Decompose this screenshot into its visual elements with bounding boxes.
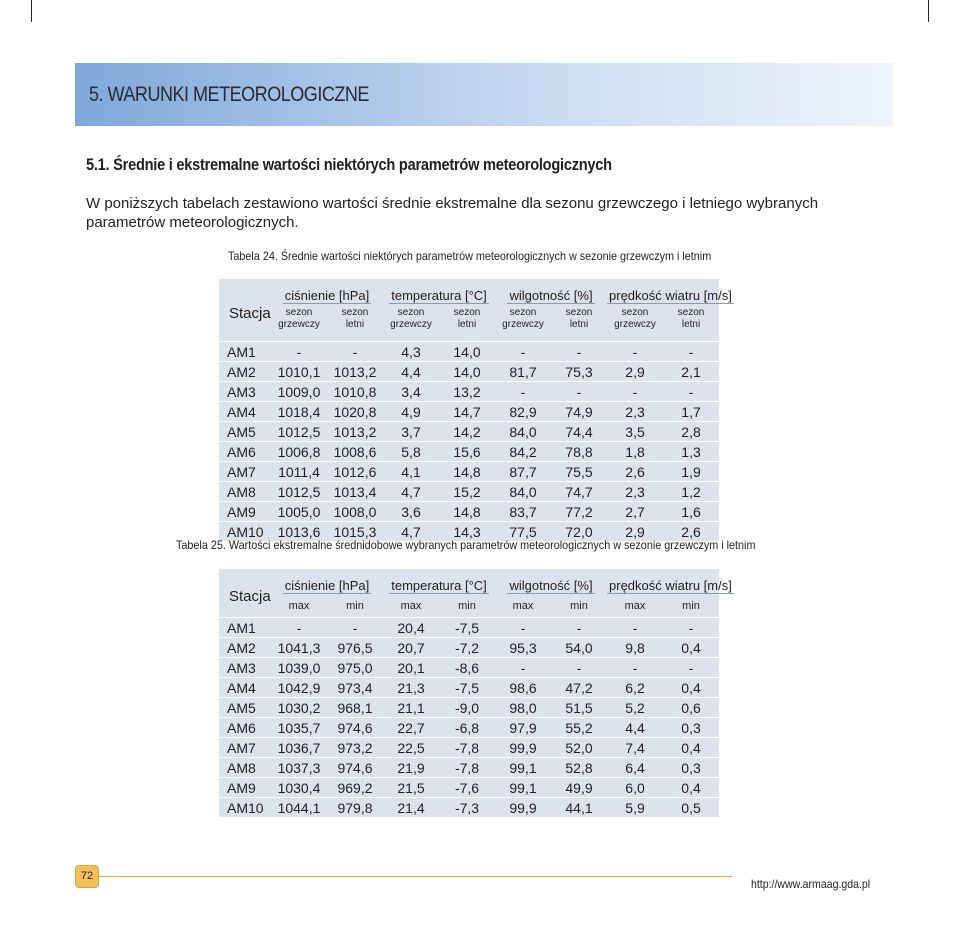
value-cell: 7,4 [607,737,663,757]
value-cell: 44,1 [551,797,607,817]
value-cell: 1005,0 [271,501,327,521]
value-cell: 2,1 [663,361,719,381]
value-cell: 1044,1 [271,797,327,817]
value-cell: -7,3 [439,797,495,817]
station-cell: AM6 [219,717,271,737]
table-24 [219,279,732,541]
subheader-max: max [288,600,310,612]
value-cell: 3,4 [383,381,439,401]
value-cell: 979,8 [327,797,383,817]
page-number: 72 [75,865,99,888]
group-header-wind: prędkość wiatru [m/s] [609,577,732,593]
value-cell: -7,5 [439,617,495,637]
station-cell: AM3 [219,657,271,677]
value-cell: 21,3 [383,677,439,697]
value-cell: - [607,617,663,637]
table-row [219,501,719,521]
chapter-banner [75,63,893,126]
value-cell: 77,2 [551,501,607,521]
value-cell: -7,8 [439,737,495,757]
value-cell: 1008,0 [327,501,383,521]
value-cell: 1041,3 [271,637,327,657]
subheader-min: min [346,600,364,612]
value-cell: 1012,5 [271,421,327,441]
value-cell: 1030,2 [271,697,327,717]
value-cell: 21,4 [383,797,439,817]
value-cell: 1,8 [607,441,663,461]
subheader-sezon-letni: sezon letni [341,307,369,330]
value-cell: 82,9 [495,401,551,421]
value-cell: - [495,617,551,637]
table-row [219,797,719,817]
group-header-temperature: temperatura [°C] [391,287,487,303]
value-cell: 20,1 [383,657,439,677]
value-cell: 14,7 [439,401,495,421]
value-cell: -7,5 [439,677,495,697]
value-cell: 84,0 [495,481,551,501]
value-cell: 2,6 [663,521,719,541]
value-cell: 0,5 [663,797,719,817]
value-cell: 99,1 [495,757,551,777]
value-cell: 14,0 [439,361,495,381]
section-title: 5.1. Średnie i ekstremalne wartości niektórych parametrów meteorologicznych [86,155,612,174]
value-cell: 2,7 [607,501,663,521]
table-row [219,757,719,777]
value-cell: 83,7 [495,501,551,521]
value-cell: - [327,617,383,637]
value-cell: 14,3 [439,521,495,541]
chapter-title: 5. WARUNKI METEOROLOGICZNE [89,83,369,106]
station-cell: AM7 [219,461,271,481]
value-cell: 1,7 [663,401,719,421]
value-cell: 0,4 [663,637,719,657]
value-cell: 4,3 [383,341,439,361]
value-cell: - [271,617,327,637]
value-cell: 1010,8 [327,381,383,401]
value-cell: 976,5 [327,637,383,657]
value-cell: 87,7 [495,461,551,481]
station-cell: AM1 [219,341,271,361]
table-row [219,717,719,737]
group-header-humidity: wilgotność [%] [509,287,593,303]
stacja-header: Stacja [229,587,271,605]
value-cell: 84,2 [495,441,551,461]
value-cell: 4,1 [383,461,439,481]
subheader-sezon-grzewczy: sezon grzewczy [502,307,544,330]
station-cell: AM2 [219,361,271,381]
value-cell: -7,6 [439,777,495,797]
value-cell: 3,6 [383,501,439,521]
value-cell: 55,2 [551,717,607,737]
value-cell: 973,4 [327,677,383,697]
value-cell: 973,2 [327,737,383,757]
subheader-sezon-grzewczy: sezon grzewczy [390,307,432,330]
subheader-sezon-grzewczy: sezon grzewczy [278,307,320,330]
station-cell: AM9 [219,777,271,797]
value-cell: - [551,381,607,401]
value-cell: 5,8 [383,441,439,461]
station-cell: AM8 [219,757,271,777]
value-cell: 9,8 [607,637,663,657]
value-cell: 20,7 [383,637,439,657]
value-cell: 49,9 [551,777,607,797]
value-cell: 1039,0 [271,657,327,677]
value-cell: 2,9 [607,521,663,541]
station-cell: AM5 [219,421,271,441]
table-row [219,421,719,441]
station-cell: AM1 [219,617,271,637]
value-cell: 4,9 [383,401,439,421]
crop-mark-right [928,0,929,22]
table-row [219,461,719,481]
table-row [219,637,719,657]
group-header-pressure: ciśnienie [hPa] [284,287,370,303]
table-row [219,481,719,501]
value-cell: - [663,341,719,361]
value-cell: 6,2 [607,677,663,697]
group-header-wind: prędkość wiatru [m/s] [609,287,732,303]
value-cell: 21,9 [383,757,439,777]
table-row [219,697,719,717]
table-row [219,341,719,361]
table-row [219,677,719,697]
value-cell: 15,6 [439,441,495,461]
value-cell: 84,0 [495,421,551,441]
station-cell: AM5 [219,697,271,717]
subheader-min: min [682,600,700,612]
value-cell: 1,2 [663,481,719,501]
value-cell: 78,8 [551,441,607,461]
value-cell: 4,7 [383,481,439,501]
table-row [219,441,719,461]
value-cell: 0,3 [663,757,719,777]
value-cell: 1035,7 [271,717,327,737]
value-cell: 0,4 [663,777,719,797]
station-cell: AM6 [219,441,271,461]
value-cell: 13,2 [439,381,495,401]
value-cell: 1,9 [663,461,719,481]
subheader-sezon-grzewczy: sezon grzewczy [614,307,656,330]
value-cell: - [607,381,663,401]
value-cell: - [327,341,383,361]
value-cell: 52,0 [551,737,607,757]
value-cell: 81,7 [495,361,551,381]
value-cell: 14,2 [439,421,495,441]
value-cell: 0,4 [663,737,719,757]
value-cell: - [663,617,719,637]
value-cell: 97,9 [495,717,551,737]
value-cell: 75,5 [551,461,607,481]
intro-paragraph: W poniższych tabelach zestawiono wartości średnie ekstremalne dla sezonu grzewczego i letniego wybranych parametrów meteorologicznych. [86,195,819,231]
subheader-min: min [458,600,476,612]
value-cell: 74,9 [551,401,607,421]
value-cell: 1018,4 [271,401,327,421]
value-cell: - [271,341,327,361]
value-cell: -9,0 [439,697,495,717]
value-cell: 3,5 [607,421,663,441]
value-cell: 0,6 [663,697,719,717]
value-cell: - [551,341,607,361]
value-cell: 2,6 [607,461,663,481]
stacja-header: Stacja [229,304,271,322]
value-cell: 968,1 [327,697,383,717]
value-cell: 14,8 [439,501,495,521]
value-cell: 1006,8 [271,441,327,461]
subheader-sezon-letni: sezon letni [565,307,593,330]
value-cell: 52,8 [551,757,607,777]
crop-mark-left [31,0,32,22]
value-cell: 974,6 [327,717,383,737]
value-cell: 1042,9 [271,677,327,697]
value-cell: - [551,657,607,677]
value-cell: 14,8 [439,461,495,481]
table-row [219,617,719,637]
value-cell: 974,6 [327,757,383,777]
station-cell: AM2 [219,637,271,657]
value-cell: - [663,381,719,401]
footer-rule [94,876,732,877]
value-cell: 1012,6 [327,461,383,481]
value-cell: 95,3 [495,637,551,657]
table-25-caption: Tabela 25. Wartości ekstremalne średnidobowe wybranych parametrów meteorologicznych w sezonie grzewczym i letnim [176,538,756,552]
value-cell: 2,9 [607,361,663,381]
value-cell: 1015,3 [327,521,383,541]
value-cell: - [663,657,719,677]
value-cell: 98,6 [495,677,551,697]
value-cell: 1010,1 [271,361,327,381]
subheader-sezon-letni: sezon letni [453,307,481,330]
value-cell: 20,4 [383,617,439,637]
group-header-pressure: ciśnienie [hPa] [284,577,370,593]
value-cell: 6,0 [607,777,663,797]
table-row [219,737,719,757]
value-cell: 1020,8 [327,401,383,421]
station-cell: AM3 [219,381,271,401]
table-24-caption: Tabela 24. Średnie wartości niektórych parametrów meteorologicznych w sezonie grzewczym i letnim [228,249,712,263]
value-cell: 15,2 [439,481,495,501]
value-cell: 2,8 [663,421,719,441]
footer-url: http://www.armaag.gda.pl [751,877,871,891]
value-cell: 47,2 [551,677,607,697]
subheader-max: max [624,600,646,612]
value-cell: - [495,657,551,677]
value-cell: 1013,2 [327,421,383,441]
value-cell: 2,3 [607,481,663,501]
value-cell: -6,8 [439,717,495,737]
value-cell: 975,0 [327,657,383,677]
value-cell: 1008,6 [327,441,383,461]
station-cell: AM4 [219,401,271,421]
value-cell: 72,0 [551,521,607,541]
value-cell: 4,7 [383,521,439,541]
value-cell: 14,0 [439,341,495,361]
subheader-max: max [512,600,534,612]
table-row [219,777,719,797]
value-cell: 98,0 [495,697,551,717]
subheader-max: max [400,600,422,612]
value-cell: - [607,341,663,361]
table-25 [219,569,732,817]
value-cell: - [607,657,663,677]
value-cell: 4,4 [383,361,439,381]
station-cell: AM10 [219,521,271,541]
value-cell: -7,8 [439,757,495,777]
value-cell: 1,3 [663,441,719,461]
value-cell: 0,4 [663,677,719,697]
station-cell: AM8 [219,481,271,501]
group-header-humidity: wilgotność [%] [509,577,593,593]
value-cell: 1013,4 [327,481,383,501]
value-cell: 54,0 [551,637,607,657]
value-cell: 5,2 [607,697,663,717]
value-cell: 99,9 [495,797,551,817]
station-cell: AM9 [219,501,271,521]
value-cell: 6,4 [607,757,663,777]
value-cell: 5,9 [607,797,663,817]
group-header-temperature: temperatura [°C] [391,577,487,593]
value-cell: 74,7 [551,481,607,501]
table-row [219,657,719,677]
table-row [219,401,719,421]
value-cell: 1013,2 [327,361,383,381]
value-cell: - [495,341,551,361]
value-cell: 969,2 [327,777,383,797]
value-cell: 74,4 [551,421,607,441]
value-cell: 2,3 [607,401,663,421]
value-cell: 99,1 [495,777,551,797]
value-cell: 21,5 [383,777,439,797]
value-cell: 0,3 [663,717,719,737]
value-cell: 1012,5 [271,481,327,501]
station-cell: AM10 [219,797,271,817]
station-cell: AM7 [219,737,271,757]
station-cell: AM4 [219,677,271,697]
value-cell: -8,6 [439,657,495,677]
value-cell: 4,4 [607,717,663,737]
table-row [219,381,719,401]
value-cell: 1013,6 [271,521,327,541]
value-cell: 77,5 [495,521,551,541]
table-row [219,361,719,381]
subheader-min: min [570,600,588,612]
value-cell: 75,3 [551,361,607,381]
value-cell: - [551,617,607,637]
value-cell: 99,9 [495,737,551,757]
value-cell: 22,5 [383,737,439,757]
value-cell: 1037,3 [271,757,327,777]
subheader-sezon-letni: sezon letni [677,307,705,330]
value-cell: 3,7 [383,421,439,441]
value-cell: 1009,0 [271,381,327,401]
value-cell: 1,6 [663,501,719,521]
value-cell: - [495,381,551,401]
value-cell: 1036,7 [271,737,327,757]
value-cell: 51,5 [551,697,607,717]
value-cell: 1011,4 [271,461,327,481]
value-cell: 1030,4 [271,777,327,797]
value-cell: 21,1 [383,697,439,717]
value-cell: 22,7 [383,717,439,737]
value-cell: -7,2 [439,637,495,657]
